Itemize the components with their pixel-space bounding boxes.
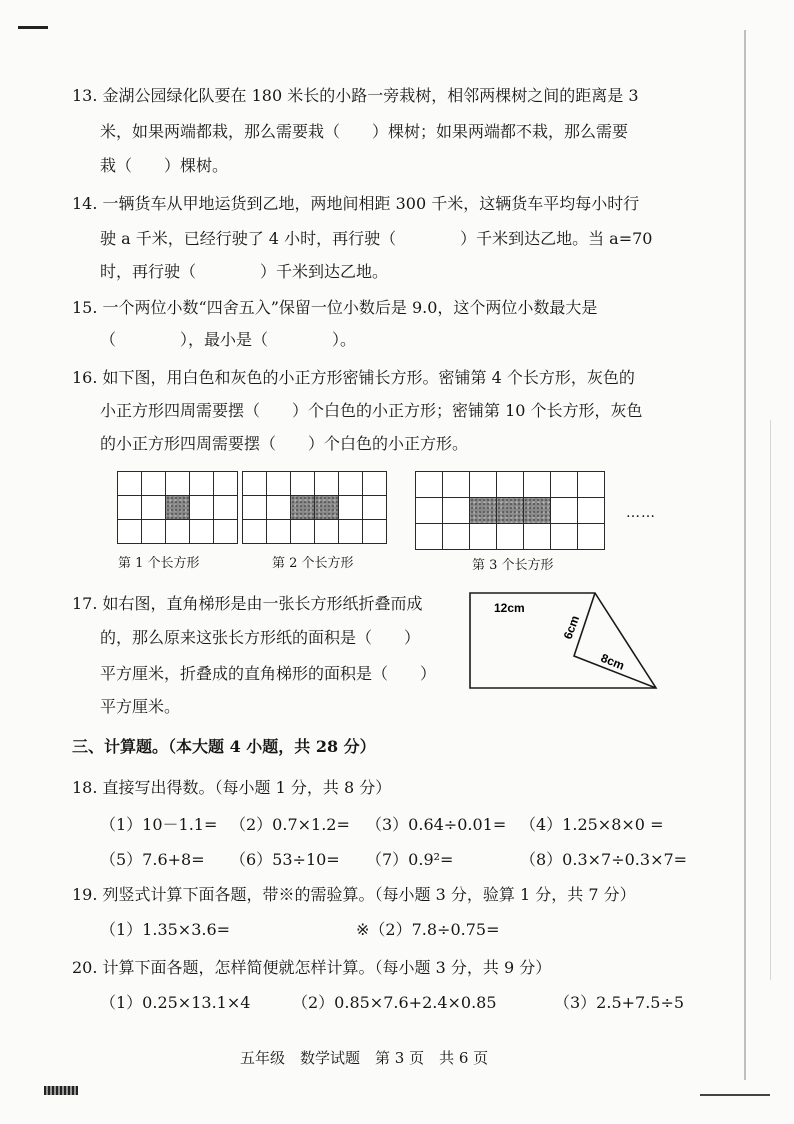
white-square — [290, 519, 315, 544]
binding-line-2 — [770, 420, 771, 980]
gray-square — [290, 495, 315, 520]
white-square — [266, 471, 291, 496]
q20-item-2: （2）0.85×7.6+2.4×0.85 — [292, 993, 497, 1012]
white-square — [314, 471, 339, 496]
scan-smudge — [44, 1086, 78, 1095]
q18-item-1: （1）10－1.1= — [100, 815, 218, 834]
ellipsis: …… — [626, 505, 656, 521]
white-square — [314, 519, 339, 544]
q19-title: 19. 列竖式计算下面各题，带※的需验算。（每小题 3 分，验算 1 分，共 7 分） — [72, 885, 636, 904]
gray-square — [523, 497, 551, 524]
white-square — [266, 495, 291, 520]
q18-item-4: （4）1.25×8×0 = — [520, 815, 664, 834]
q18-item-8: （8）0.3×7÷0.3×7= — [520, 850, 688, 869]
corner-mark — [18, 26, 48, 29]
q17-line2: 的，那么原来这张长方形纸的面积是（ ） — [100, 628, 421, 647]
white-square — [362, 471, 387, 496]
q17-line1: 17. 如右图，直角梯形是由一张长方形纸折叠而成 — [72, 594, 423, 613]
q16-line3: 的小正方形四周需要摆（ ）个白色的小正方形。 — [100, 434, 469, 453]
white-square — [213, 495, 238, 520]
gray-square — [496, 497, 524, 524]
white-square — [117, 471, 142, 496]
white-square — [338, 495, 363, 520]
white-square — [141, 519, 166, 544]
white-square — [550, 523, 578, 550]
figure-2-caption: 第 2 个长方形 — [272, 556, 354, 571]
q13-line3: 栽（ ）棵树。 — [100, 156, 229, 175]
q18-item-2: （2）0.7×1.2= — [230, 815, 350, 834]
q14-line2: 驶 a 千米，已经行驶了 4 小时，再行驶（ ）千米到达乙地。当 a=70 — [100, 229, 653, 248]
white-square — [442, 523, 470, 550]
white-square — [338, 471, 363, 496]
white-square — [141, 471, 166, 496]
q20-item-1: （1）0.25×13.1×4 — [100, 993, 251, 1012]
q16-line1: 16. 如下图，用白色和灰色的小正方形密铺长方形。密铺第 4 个长方形，灰色的 — [72, 368, 635, 387]
white-square — [523, 523, 551, 550]
white-square — [362, 519, 387, 544]
white-square — [362, 495, 387, 520]
white-square — [496, 471, 524, 498]
white-square — [469, 523, 497, 550]
q14-line1: 14. 一辆货车从甲地运货到乙地，两地间相距 300 千米，这辆货车平均每小时行 — [72, 194, 640, 213]
q20-item-3: （3）2.5+7.5÷5 — [554, 993, 685, 1012]
white-square — [338, 519, 363, 544]
white-square — [442, 497, 470, 524]
label-8cm: 8cm — [598, 650, 627, 673]
q20-title: 20. 计算下面各题，怎样简便就怎样计算。（每小题 3 分，共 9 分） — [72, 958, 552, 977]
label-6cm: 6cm — [560, 613, 583, 642]
bottom-rule — [700, 1094, 770, 1096]
white-square — [577, 523, 605, 550]
page-footer: 五年级 数学试题 第 3 页 共 6 页 — [240, 1049, 489, 1067]
white-square — [213, 519, 238, 544]
white-square — [469, 471, 497, 498]
trapezoid-figure — [462, 588, 662, 694]
white-square — [523, 471, 551, 498]
white-square — [242, 519, 267, 544]
white-square — [266, 519, 291, 544]
white-square — [117, 519, 142, 544]
q14-line3: 时，再行驶（ ）千米到达乙地。 — [100, 262, 389, 281]
white-square — [242, 471, 267, 496]
white-square — [577, 471, 605, 498]
figure-3-caption: 第 3 个长方形 — [472, 558, 554, 573]
q15-line1: 15. 一个两位小数“四舍五入”保留一位小数后是 9.0，这个两位小数最大是 — [72, 298, 598, 317]
q18-item-5: （5）7.6+8= — [100, 850, 205, 869]
white-square — [550, 497, 578, 524]
q18-title: 18. 直接写出得数。（每小题 1 分，共 8 分） — [72, 778, 392, 797]
white-square — [165, 519, 190, 544]
figure-1-caption: 第 1 个长方形 — [118, 556, 200, 571]
white-square — [189, 471, 214, 496]
white-square — [213, 471, 238, 496]
white-square — [141, 495, 166, 520]
q17-line3: 平方厘米，折叠成的直角梯形的面积是（ ） — [100, 664, 437, 683]
q13-line1: 13. 金湖公园绿化队要在 180 米长的小路一旁栽树，相邻两棵树之间的距离是 3 — [72, 86, 639, 105]
white-square — [189, 519, 214, 544]
white-square — [496, 523, 524, 550]
white-square — [290, 471, 315, 496]
white-square — [550, 471, 578, 498]
q15-line2: （ ），最小是（ ）。 — [100, 330, 357, 349]
white-square — [442, 471, 470, 498]
white-square — [242, 495, 267, 520]
gray-square — [314, 495, 339, 520]
white-square — [415, 471, 443, 498]
q18-item-7: （7）0.9²= — [366, 850, 454, 869]
white-square — [415, 523, 443, 550]
white-square — [189, 495, 214, 520]
white-square — [415, 497, 443, 524]
gray-square — [469, 497, 497, 524]
gray-square — [165, 495, 190, 520]
tiling-figure-2 — [243, 472, 387, 544]
q18-item-3: （3）0.64÷0.01= — [366, 815, 507, 834]
tiling-figure-1 — [118, 472, 238, 544]
binding-line — [744, 30, 746, 1080]
q17-line4: 平方厘米。 — [100, 697, 181, 716]
white-square — [117, 495, 142, 520]
fold-edges — [574, 593, 656, 688]
tiling-figure-3 — [416, 472, 605, 550]
q16-line2: 小正方形四周需要摆（ ）个白色的小正方形；密铺第 10 个长方形，灰色 — [100, 401, 643, 420]
q18-item-6: （6）53÷10= — [230, 850, 340, 869]
section-3-title: 三、计算题。（本大题 4 小题，共 28 分） — [72, 737, 376, 756]
q19-item-2: ※（2）7.8÷0.75= — [356, 920, 500, 939]
white-square — [165, 471, 190, 496]
white-square — [577, 497, 605, 524]
label-12cm: 12cm — [494, 601, 525, 615]
q13-line2: 米，如果两端都栽，那么需要栽（ ）棵树；如果两端都不栽，那么需要 — [100, 122, 629, 141]
q19-item-1: （1）1.35×3.6= — [100, 920, 231, 939]
